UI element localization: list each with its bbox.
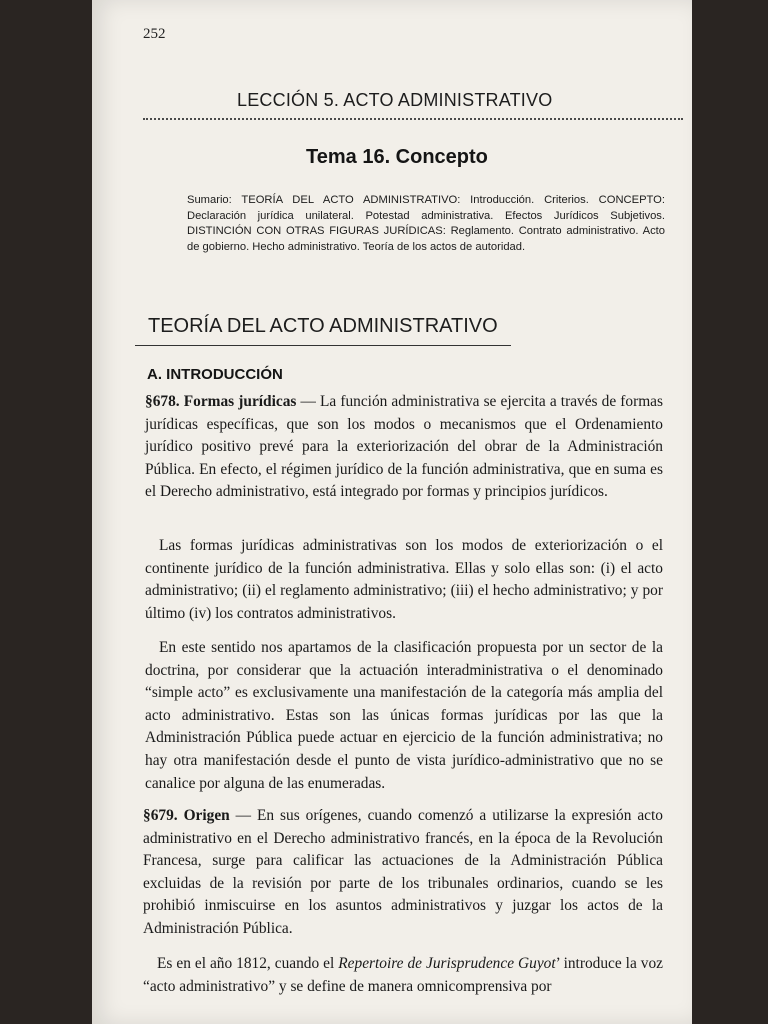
paragraph-text: ’ introduce la voz “acto administrativo” y se define de manera omnicomprensiva por (143, 955, 663, 995)
book-title: Repertoire de Jurisprudence Guyot (338, 955, 556, 972)
paragraph-text: — En sus orígenes, cuando comenzó a utilizarse la expresión acto administrativo en el Derecho administrativo francés, en la época de la Revolución Francesa, surge para calificar las actuaciones de la Administración Pública excluidas de la revisión por parte de los tribunales ordinarios, cuando se les prohibió inmiscuirse en los asuntos administrativos y juzgar los actos de la Administración Pública. (143, 807, 663, 937)
subheading: A. INTRODUCCIÓN (147, 366, 283, 383)
paragraph: En este sentido nos apartamos de la clasificación propuesta por un sector de la doctrina, por considerar que la actuación interadministrativa o el denominado “simple acto” es exclusivamente una manifestación de la categoría más amplia del acto administrativo. Estas son las únicas formas jurídicas por las que la Administración Pública puede actuar en ejercicio de la función administrativa; no hay otra manifestación desde el punto de vista jurídico-administrativo que no se canalice por alguna de las enumeradas. (145, 639, 663, 792)
book-page (92, 0, 692, 1024)
paragraph: Las formas jurídicas administrativas son los modos de exteriorización o el continente jurídico de la función administrativa. Ellas y solo ellas son: (i) el acto administrativo; (ii) el reglamento administrativo; (iii) el hecho administrativo; y por último (iv) los contratos administrativos. (145, 537, 663, 622)
paragraph-label: §678. Formas jurídicas (145, 393, 297, 410)
paragraph-text: — La función administrativa se ejercita a través de formas jurídicas específicas, que son los modos o mecanismos que el Ordenamiento jurídico positivo prevé para la exteriorización del obrar de la Administración Pública. En efecto, el régimen jurídico de la función administrativa, que en suma es el Derecho administrativo, está integrado por formas y principios jurídicos. (145, 393, 663, 501)
paragraph-679 (143, 805, 663, 941)
topic-title: Tema 16. Concepto (306, 146, 488, 168)
section-heading: TEORÍA DEL ACTO ADMINISTRATIVO (148, 315, 498, 337)
page-number: 252 (143, 26, 166, 42)
paragraph-678 (145, 391, 663, 504)
lesson-title: LECCIÓN 5. ACTO ADMINISTRATIVO (237, 90, 553, 110)
paragraph (143, 953, 663, 998)
paragraph-text: Es en el año 1812, cuando el (157, 955, 339, 972)
summary: Sumario: TEORÍA DEL ACTO ADMINISTRATIVO: Introducción. Criterios. CONCEPTO: Declaración jurídica unilateral. Potestad administrativa. Efectos Jurídicos Subjetivos. DISTINCIÓN CON OTRAS FIGURAS JURÍDICAS: Reglamento. Contrato administrativo. Acto de gobierno. Hecho administrativo. Teoría de los actos de autoridad. (187, 194, 665, 254)
section-rule (135, 345, 511, 346)
dotted-divider (143, 118, 683, 120)
paragraph-label: §679. Origen (143, 807, 230, 824)
